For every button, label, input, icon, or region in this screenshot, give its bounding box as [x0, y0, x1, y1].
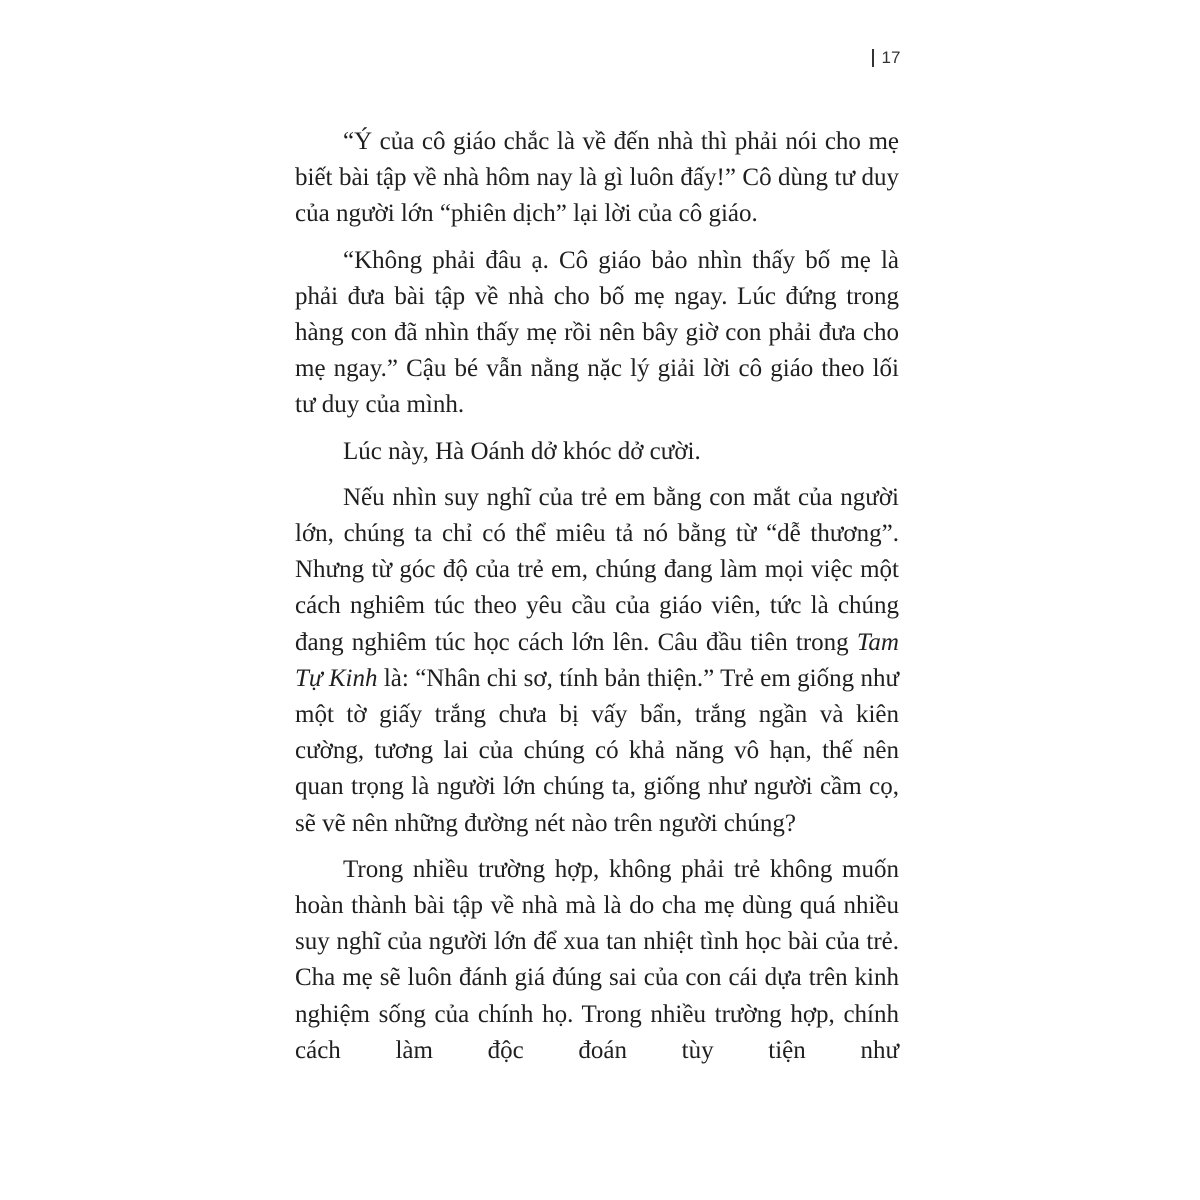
- page-number-divider: [872, 49, 874, 67]
- page-number-value: 17: [881, 48, 901, 67]
- paragraph-text: Nếu nhìn suy nghĩ của trẻ em bằng con mắt của người lớn, chúng ta chỉ có thể miêu tả nó bằng từ “dễ thương”. Nhưng từ góc độ của trẻ em, chúng đang làm mọi việc một cách nghiêm túc theo yêu cầu của giáo viên, tức là chúng đang nghiêm túc học cách lớn lên. Câu đầu tiên trong: [295, 483, 899, 656]
- paragraph: Lúc này, Hà Oánh dở khóc dở cười.: [343, 437, 701, 465]
- paragraph-text: là: “Nhân chi sơ, tính bản thiện.” Trẻ em giống như một tờ giấy trắng chưa bị vấy bẩn, trắng ngần và kiên cường, tương lai của chúng có khả năng vô hạn, thế nên quan trọng là người lớn chúng ta, giống như người cầm cọ, sẽ vẽ nên những đường nét nào trên người chúng?: [295, 664, 899, 837]
- page-number: [872, 48, 900, 68]
- body-text: [295, 124, 899, 1079]
- paragraph: “Không phải đâu ạ. Cô giáo bảo nhìn thấy bố mẹ là phải đưa bài tập về nhà cho bố mẹ ngay. Lúc đứng trong hàng con đã nhìn thấy mẹ rồi nên bây giờ con phải đưa cho mẹ ngay.” Cậu bé vẫn nằng nặc lý giải lời cô giáo theo lối tư duy của mình.: [295, 246, 899, 419]
- paragraph: “Ý của cô giáo chắc là về đến nhà thì phải nói cho mẹ biết bài tập về nhà hôm nay là gì luôn đấy!” Cô dùng tư duy của người lớn “phiên dịch” lại lời của cô giáo.: [295, 128, 899, 228]
- paragraph: Trong nhiều trường hợp, không phải trẻ không muốn hoàn thành bài tập về nhà mà là do cha mẹ dùng quá nhiều suy nghĩ của người lớn để xua tan nhiệt tình học bài của trẻ. Cha mẹ sẽ luôn đánh giá đúng sai của con cái dựa trên kinh nghiệm sống của chính họ. Trong nhiều trường hợp, chính cách làm độc đoán tùy tiện như: [295, 855, 899, 1064]
- paragraph: [295, 480, 899, 842]
- book-title-italic: Tam Tự Kinh: [295, 628, 899, 692]
